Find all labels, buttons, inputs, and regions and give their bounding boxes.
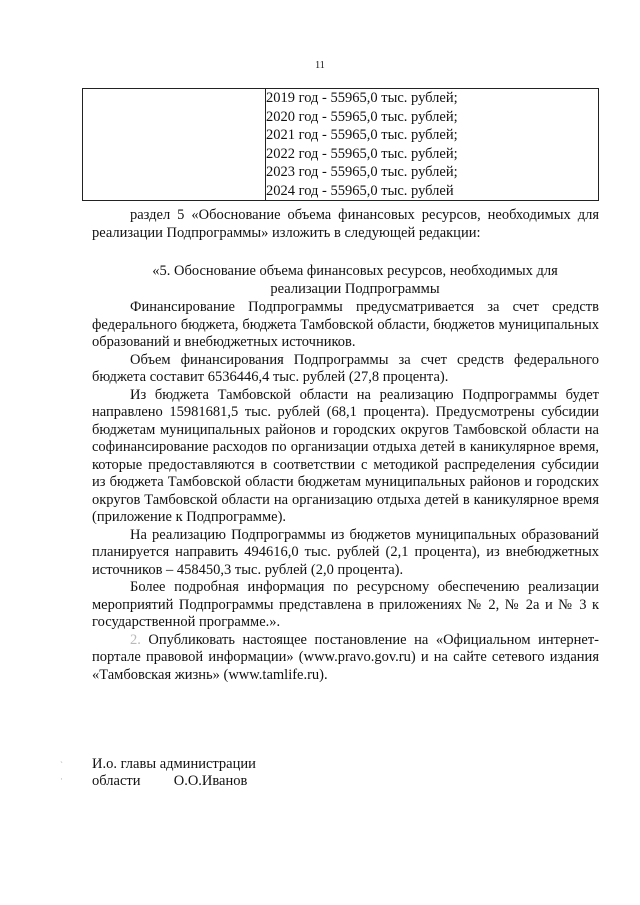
table-years-cell (266, 89, 599, 201)
signature-title-line2: области (92, 773, 141, 789)
funding-year-line: 2022 год - 55965,0 тыс. рублей; (266, 145, 458, 162)
intro-paragraph: раздел 5 «Обоснование объема финансовых ресурсов, необходимых для реализации Подпрограммы» изложить в следующей редакции: (92, 207, 599, 241)
publish-text: Опубликовать настоящее постановление на «Официальном интернет-портале правовой информации» (www.pravo.gov.ru) и на сайте сетевого издания «Тамбовская жизнь» (www.tamlife.ru). (92, 631, 599, 683)
paragraph-federal: Объем финансирования Подпрограммы за счет средств федерального бюджета составит 6536446,4 тыс. рублей (27,8 процента). (92, 351, 599, 385)
section-title: «5. Обоснование объема финансовых ресурсов, необходимых для реализации Подпрограммы (152, 263, 558, 297)
margin-marks: ˋ · (60, 760, 63, 784)
paragraph-financing: Финансирование Подпрограммы предусматривается за счет средств федерального бюджета, бюджета Тамбовской области, бюджетов муниципальных образований и внебюджетных источников. (92, 299, 599, 350)
funding-year-line: 2019 год - 55965,0 тыс. рублей; (266, 90, 458, 106)
paragraph-regional: Из бюджета Тамбовской области на реализацию Подпрограммы будет направлено 15981681,5 тыс. рублей (68,1 процента). Предусмотрены субсидии бюджетам муниципальных районов и городских округов Тамбовской области на софинансирование расходов по организации отдыха детей в каникулярное время, которые предоставляются в соответствии с методикой распределения субсидии из бюджета Тамбовской области бюджетам муниципальных районов и городских округов Тамбовской области на организацию отдыха детей в каникулярное время (приложение к Подпрограмме). (92, 386, 599, 525)
signature-name: О.О.Иванов (173, 773, 248, 789)
signature-title-line1: И.о. главы администрации (92, 756, 256, 772)
body-text (92, 299, 599, 684)
paragraph-publish (92, 632, 599, 685)
funding-year-line: 2024 год - 55965,0 тыс. рублей (266, 182, 454, 199)
paragraph-municipal: На реализацию Подпрограммы из бюджетов муниципальных образований планируется направить 494616,0 тыс. рублей (2,1 процента), из внебюджетных источников – 458450,3 тыс. рублей (2,0 процента). (92, 526, 599, 578)
funding-year-line: 2023 год - 55965,0 тыс. рублей; (266, 164, 458, 180)
page-number: 11 (315, 60, 325, 71)
signature-line2 (92, 773, 256, 790)
funding-year-line: 2020 год - 55965,0 тыс. рублей; (266, 108, 458, 125)
funding-table (82, 88, 599, 201)
item-number: 2. (130, 631, 141, 648)
table-empty-cell (83, 89, 266, 201)
signature-block (92, 756, 256, 790)
paragraph-details: Более подробная информация по ресурсному обеспечению реализации мероприятий Подпрограммы представлена в приложениях № 2, № 2а и № 3 к государственной программе.». (92, 579, 599, 630)
funding-year-line: 2021 год - 55965,0 тыс. рублей; (266, 127, 458, 143)
